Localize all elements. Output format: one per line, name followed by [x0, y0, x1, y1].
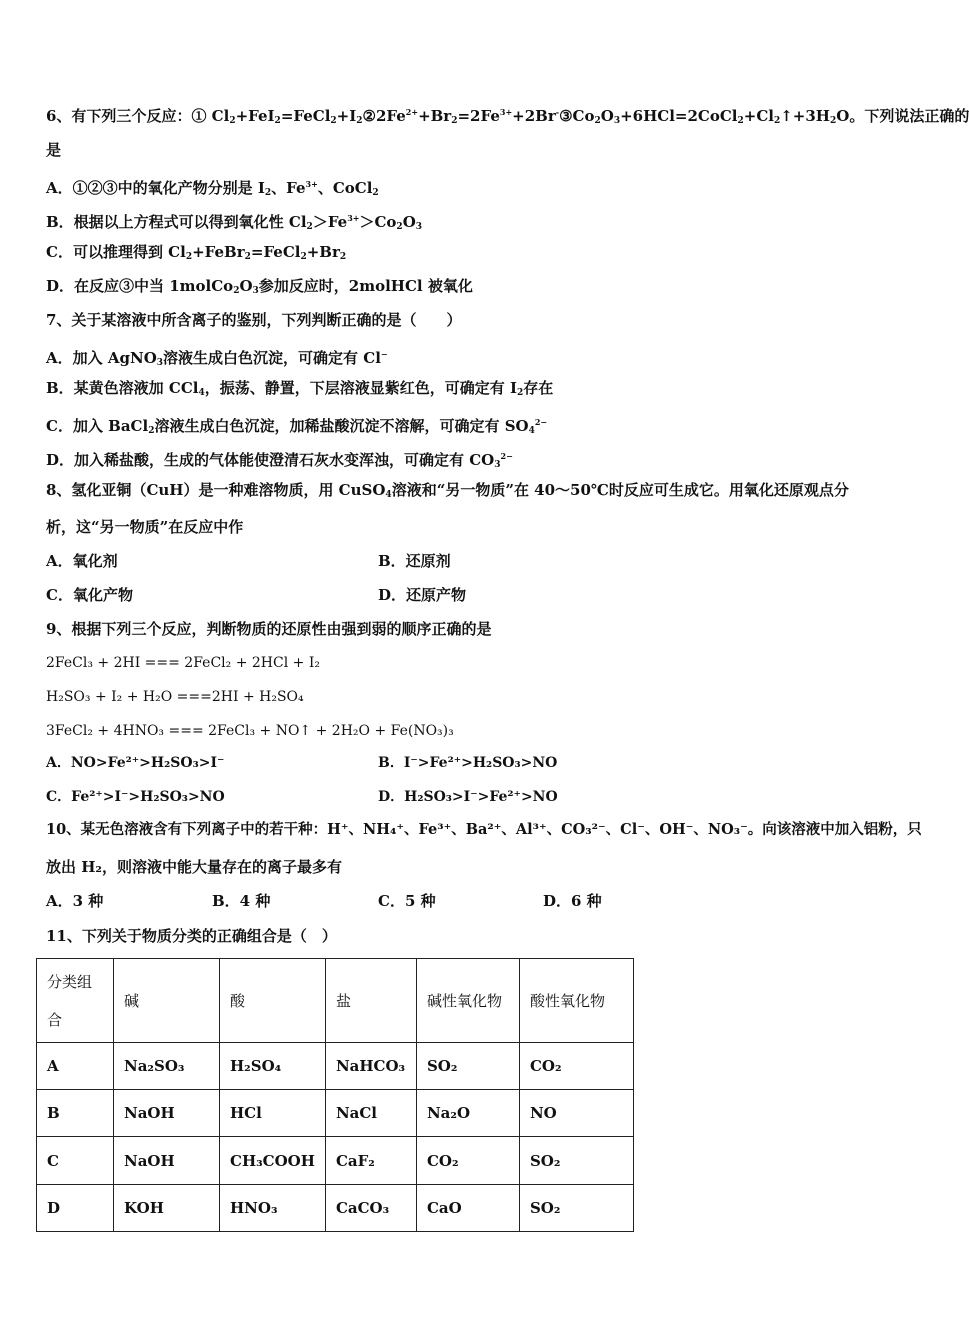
- q11-stem: 11、下列关于物质分类的正确组合是（ ）: [46, 927, 337, 945]
- q10-option-d[interactable]: D．6 种: [543, 892, 602, 910]
- table-cell: HCl: [220, 1090, 326, 1137]
- table-cell: CaCO₃: [325, 1185, 416, 1232]
- q10-option-b[interactable]: B．4 种: [212, 892, 271, 910]
- q6-option-c[interactable]: C．可以推理得到 $Cl_2+FeBr_2=FeCl_2+Br_2$: [46, 243, 347, 262]
- q6-stem: 6、有下列三个反应：① $Cl_2+FeI_2=FeCl_2+I_2②2Fe^{2+}+Br_2=2Fe^{3+}+2Br^-③Co_2O_3+6HCl=2CoCl_2+Cl_2↑+3H_2O$。下列说法正确的: [46, 107, 969, 126]
- table-row: [37, 1185, 634, 1232]
- table-cell: SO₂: [519, 1137, 633, 1185]
- q9-equation-2: H₂SO₃ + I₂ + H₂O ===2HI + H₂SO₄: [46, 689, 304, 705]
- table-row: [37, 1137, 634, 1185]
- table-cell: D: [37, 1185, 114, 1232]
- table-cell: SO₂: [416, 1043, 519, 1090]
- table-cell: HNO₃: [220, 1185, 326, 1232]
- q6-option-a[interactable]: A．①②③中的氧化产物分别是 $I_2$、$Fe^{3+}$、CoCl$_2$: [46, 179, 379, 198]
- table-cell: CO₂: [519, 1043, 633, 1090]
- table-header-cell: 酸: [220, 959, 326, 1043]
- table-cell: C: [37, 1137, 114, 1185]
- classification-table: [36, 958, 634, 1232]
- table-cell: B: [37, 1090, 114, 1137]
- table-header-cell: 碱性氧化物: [416, 959, 519, 1043]
- table-cell: CaF₂: [325, 1137, 416, 1185]
- q9-option-c[interactable]: C．Fe²⁺>I⁻>H₂SO₃>NO: [46, 789, 225, 805]
- q8-option-a[interactable]: A．氧化剂: [46, 552, 118, 570]
- q7-option-b[interactable]: B．某黄色溶液加 CCl$_4$，振荡、静置，下层溶液显紫红色，可确定有 $I_2$存在: [46, 379, 554, 398]
- q9-option-b[interactable]: B．I⁻>Fe²⁺>H₂SO₃>NO: [378, 755, 558, 771]
- table-cell: KOH: [114, 1185, 220, 1232]
- table-header-cell: 盐: [325, 959, 416, 1043]
- table-header-cell: 酸性氧化物: [519, 959, 633, 1043]
- table-row: [37, 1043, 634, 1090]
- table-cell: CaO: [416, 1185, 519, 1232]
- q8-option-b[interactable]: B．还原剂: [378, 552, 451, 570]
- q10-option-a[interactable]: A．3 种: [46, 892, 104, 910]
- table-cell: NaHCO₃: [325, 1043, 416, 1090]
- q7-option-d[interactable]: D．加入稀盐酸，生成的气体能使澄清石灰水变浑浊，可确定有 $CO_3^{2-}$: [46, 451, 513, 470]
- q9-equation-1: 2FeCl₃ + 2HI === 2FeCl₂ + 2HCl + I₂: [46, 655, 320, 671]
- table-header-row: [37, 959, 634, 1043]
- table-cell: NO: [519, 1090, 633, 1137]
- table-cell: CH₃COOH: [220, 1137, 326, 1185]
- table-cell: SO₂: [519, 1185, 633, 1232]
- table-row: [37, 1090, 634, 1137]
- q8-option-d[interactable]: D．还原产物: [378, 586, 467, 604]
- table-cell: A: [37, 1043, 114, 1090]
- q10-stem-cont: 放出 H₂，则溶液中能大量存在的离子最多有: [46, 858, 342, 876]
- table-cell: CO₂: [416, 1137, 519, 1185]
- q6-option-d[interactable]: D．在反应③中当 $1molCo_2O_3$参加反应时，2molHCl 被氧化: [46, 277, 473, 296]
- table-cell: H₂SO₄: [220, 1043, 326, 1090]
- q9-option-a[interactable]: A．NO>Fe²⁺>H₂SO₃>I⁻: [46, 755, 225, 771]
- table-cell: Na₂O: [416, 1090, 519, 1137]
- q8-stem-cont: 析，这“另一物质”在反应中作: [46, 518, 244, 536]
- q7-stem: 7、关于某溶液中所含离子的鉴别，下列判断正确的是（ ）: [46, 311, 462, 329]
- q9-option-d[interactable]: D．H₂SO₃>I⁻>Fe²⁺>NO: [378, 789, 558, 805]
- q9-equation-3: 3FeCl₂ + 4HNO₃ === 2FeCl₃ + NO↑ + 2H₂O + Fe(NO₃)₃: [46, 723, 454, 739]
- table-header-cell: 分类组合: [37, 959, 114, 1043]
- q6-option-b[interactable]: B．根据以上方程式可以得到氧化性 $Cl_2>Fe^{3+}>Co_2O_3$: [46, 213, 423, 232]
- table-header-cell: 碱: [114, 959, 220, 1043]
- table-cell: NaCl: [325, 1090, 416, 1137]
- q8-option-c[interactable]: C．氧化产物: [46, 586, 133, 604]
- q9-stem: 9、根据下列三个反应，判断物质的还原性由强到弱的顺序正确的是: [46, 620, 492, 638]
- q7-option-a[interactable]: A．加入 AgNO$_3$溶液生成白色沉淀，可确定有 Cl−: [46, 349, 388, 368]
- q10-stem: 10、某无色溶液含有下列离子中的若干种：H⁺、NH₄⁺、Fe³⁺、Ba²⁺、Al³⁺、CO₃²⁻、Cl⁻、OH⁻、NO₃⁻。向该溶液中加入铝粉，只: [46, 821, 922, 838]
- q8-stem: 8、氢化亚铜（CuH）是一种难溶物质，用 CuSO$_4$溶液和“另一物质”在 40～50℃时反应可生成它。用氧化还原观点分: [46, 481, 849, 500]
- q7-option-c[interactable]: C．加入 BaCl$_2$溶液生成白色沉淀，加稀盐酸沉淀不溶解，可确定有 $SO_4^{2-}$: [46, 417, 548, 436]
- table-cell: Na₂SO₃: [114, 1043, 220, 1090]
- table-cell: NaOH: [114, 1137, 220, 1185]
- q6-stem-cont: 是: [46, 141, 62, 159]
- table-cell: NaOH: [114, 1090, 220, 1137]
- q10-option-c[interactable]: C．5 种: [378, 892, 436, 910]
